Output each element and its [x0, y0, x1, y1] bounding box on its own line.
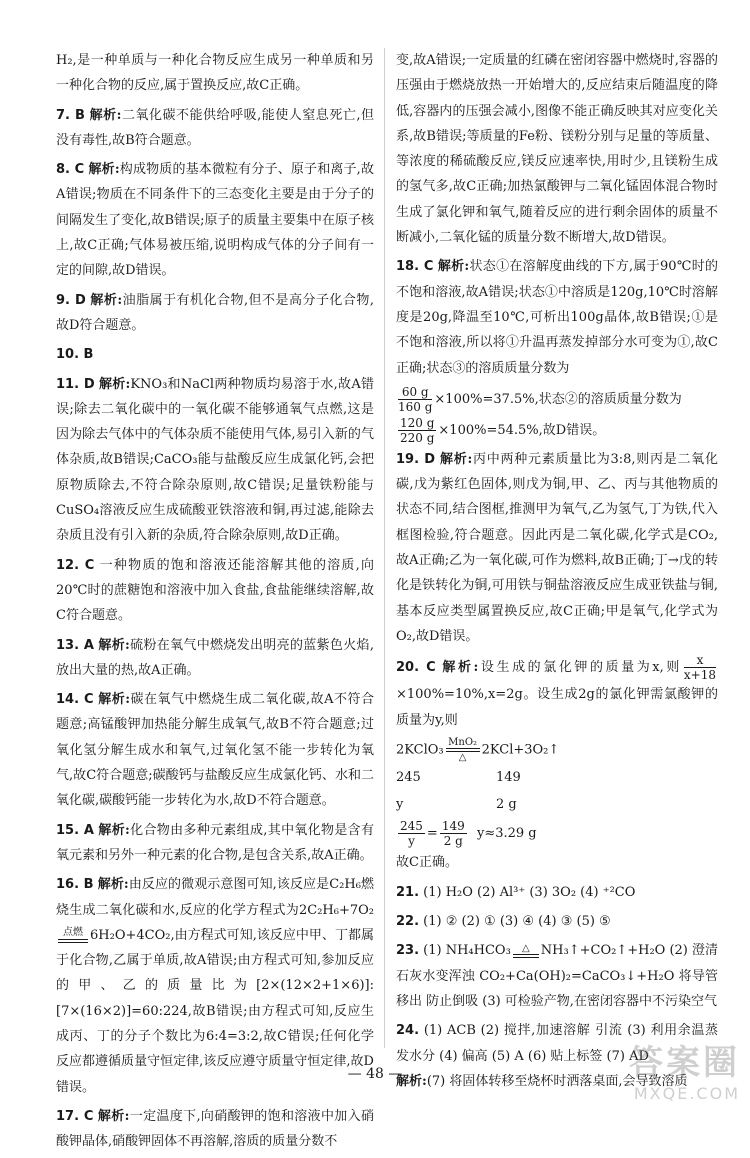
chemical-equation	[396, 737, 718, 763]
question-number: 22.	[396, 914, 420, 930]
paragraph: 变,故A错误;一定质量的红磷在密闭容器中燃烧时,容器的压强由于燃烧放热一开始增大的,反应结束后随温度的降低,容器内的压强会减小,图像不能正确反映其对应变化关系,故B错误;等质量的Fe粉、镁粉分别与足量的等质量、等浓度的稀硫酸反应,镁反应速率快,用时少,且镁粉生成的氢气多,故C正确;加热氯酸钾与二氧化锰固体混合物时生成了氯化钾和氧气,随着反应的进行剩余固体的质量不断减小,二氧化锰的质量分数不断增大,故D错误。	[396, 53, 718, 246]
mass-row	[396, 765, 718, 790]
answer-text: 二氧化碳不能供给呼吸,能使人窒息死亡,但没有毒性,故B符合题意。	[56, 107, 375, 148]
analysis-label: 解析:	[97, 1108, 130, 1124]
analysis-label: 解析:	[98, 637, 130, 653]
reaction-condition	[58, 927, 88, 943]
analysis-label: 解析:	[89, 107, 122, 123]
fraction	[398, 819, 425, 848]
question-number: 20. C	[396, 660, 436, 676]
answer-text: (1) NH₄HCO₃	[423, 943, 511, 959]
equation-rhs: 2KCl+3O₂↑	[481, 742, 560, 758]
analysis-label: 解析:	[437, 259, 470, 275]
mass-value: y	[396, 797, 404, 813]
watermark-url: MXQE.COM	[633, 1084, 740, 1103]
answer-text: KNO₃和NaCl两种物质均易溶于水,故A错误;除去二氧化碳中的一氧化碳不能够通氧气点燃,这是因为除去气体中的气体杂质不能使用气体,易引入新的气体杂质,故B错误;CaCO₃能与盐酸反应生成氯化钙,会把原物质除去,不符合除杂原则,故C错误;足量铁粉能与CuSO₄溶液反应生成硫酸亚铁溶液和铜,再过滤,能除去杂质且没有引入新的杂质,符合除杂原则,故D正确。	[56, 376, 374, 544]
question-number: 14. C	[56, 692, 94, 708]
answer-text: 硫粉在氧气中燃烧发出明亮的蓝紫色火焰,放出大量的热,故A正确。	[56, 637, 374, 678]
question-number: 19. D	[396, 451, 436, 467]
analysis-label: 解析:	[98, 822, 130, 838]
numerator: x	[684, 653, 716, 668]
answer-20	[396, 653, 718, 733]
denominator: 160 g	[398, 399, 433, 414]
answer-text: 状态①在溶解度曲线的下方,属于90℃时的不饱和溶液,故A错误;状态①中溶质是120g,10℃时溶解度是20g,降温至10℃,可析出100g晶体,故B错误;①是不饱和溶液,所以将①升温再蒸发掉部分水可变为①,故C正确;状态③的溶质质量分数为	[396, 259, 718, 376]
answer-text: 由反应的微观示意图可知,该反应是C₂H₆燃烧生成二氧化碳和水,反应的化学方程式为2C₂H₆+	[56, 877, 374, 918]
heat-symbol: △	[521, 943, 530, 955]
fraction	[398, 385, 432, 414]
fraction-line	[396, 385, 718, 414]
denominator: 220 g	[400, 430, 435, 445]
heat-symbol: △	[458, 751, 467, 763]
answer-text: 一种物质的饱和溶液还能溶解其他的溶质,向20℃时的蔗糖饱和溶液中加入食盐,食盐能继续溶解,故C符合题意。	[56, 557, 374, 624]
answer-text: 油脂属于有机化合物,但不是高分子化合物,故D符合题意。	[56, 292, 374, 333]
answer-12	[56, 553, 374, 629]
answer-text: 设生成的氯化钾的质量为x,则	[478, 660, 682, 676]
mass-value: 149	[496, 769, 521, 785]
page-number: — 48 —	[347, 1066, 403, 1082]
reaction-condition	[446, 737, 480, 763]
equation-lhs: 2KClO₃	[396, 742, 444, 758]
question-number: 23.	[396, 943, 420, 959]
numerator: 120 g	[400, 415, 435, 430]
numerator: 149	[441, 819, 465, 834]
answer-text: ×100%=37.5%,状态②的溶质质量分数为	[434, 391, 682, 407]
left-column	[56, 48, 374, 1158]
analysis-label: 解析:	[88, 162, 120, 178]
answer-text: 碳在氧气中燃烧生成二氧化碳,故A不符合题意;高锰酸钾加热能分解生成氧气,故B不符合题意;过氧化氢分解生成水和氧气,过氧化氢不能一步转化为氧气,故C符合题意;碳酸钙与盐酸反应生成氯化钙、水和二氧化碳,碳酸钙能一步转化为水,故D不符合题意。	[56, 692, 374, 809]
column-divider	[384, 48, 385, 1048]
answer-text: ×100%=54.5%,故D错误。	[438, 422, 606, 438]
question-number: 13. A	[56, 637, 94, 653]
fraction	[684, 653, 716, 682]
reaction-condition	[513, 943, 539, 958]
fraction	[440, 819, 467, 848]
condition-label: 点燃	[63, 927, 83, 939]
denominator: 2 g	[443, 834, 463, 849]
answer-text: 化合物由多种元素组成,其中氧化物是含有氧元素和另外一种元素的化合物,是包含关系,故A正确。	[56, 822, 374, 863]
answer-14	[56, 687, 374, 813]
question-number: 10. B	[56, 347, 94, 363]
answer-text: (1) ② (2) ① (3) ④ (4) ③ (5) ⑤	[423, 914, 611, 930]
answer-text: NH₃↑+CO₂↑+H₂O (2) 澄清石灰水变浑浊 CO₂+Ca(OH)₂=CaCO₃↓+H₂O 将导管移出 防止倒吸 (3) 可检验产物,在密闭容器中不污染空气	[396, 943, 718, 1009]
mass-row	[396, 792, 718, 817]
answer-text: ×100%=10%,x=2g。设生成2g的氯化钾需氯酸钾的质量为y,则	[396, 687, 718, 728]
question-number: 7. B	[56, 107, 85, 123]
answer-15	[56, 818, 374, 869]
answer-text: 一定温度下,向硝酸钾的饱和溶液中加入硝酸钾晶体,硝酸钾固体不再溶解,溶质的质量分数不	[56, 1108, 374, 1150]
denominator: y	[408, 834, 415, 849]
analysis-label: 解析:	[98, 692, 131, 708]
conclusion: 故C正确。	[396, 855, 458, 871]
answer-10	[56, 342, 374, 367]
numerator: 60 g	[398, 385, 432, 400]
answer-11	[56, 372, 374, 549]
paragraph: H₂,是一种单质与一种化合物反应生成另一种单质和另一种化合物的反应,属于置换反应,故C正确。	[56, 53, 374, 94]
analysis-label: 解析:	[396, 1073, 427, 1089]
answer-17	[56, 1104, 374, 1155]
answer-text: 构成物质的基本微粒有分子、原子和离子,故A错误;物质在不同条件下的三态变化主要是由于分子的间隔发生了变化,故B错误;原子的质量主要集中在原子核上,故C正确;气体易被压缩,说明构成气体的分子间有一定的间隙,故D错误。	[56, 162, 374, 279]
question-number: 8. C	[56, 162, 85, 178]
question-number: 16. B	[56, 877, 94, 893]
answer-22	[396, 909, 718, 934]
answer-23	[396, 938, 718, 1014]
answer-text: (7) 将固体转移至烧杯时洒落桌面,会导致溶质	[426, 1073, 688, 1089]
fraction	[398, 416, 436, 445]
answer-19	[396, 447, 718, 649]
equal-bar	[58, 939, 88, 943]
question-number: 24.	[396, 1023, 420, 1039]
question-number: 11. D	[56, 376, 95, 392]
equation-lhs: 7O₂	[349, 902, 374, 918]
question-number: 21.	[396, 884, 420, 900]
watermark-logo: 答案圈	[629, 1043, 740, 1083]
answer-text: 6H₂O+4CO₂,由方程式可知,该反应中甲、丁都属于化合物,乙属于单质,故A错误;由方程式可知,参加反应的甲、乙的质量比为[2×(12×2+1×6)]:[7×(16×2)]=60:224,故B错误;由方程式可知,反应生成丙、丁的分子个数比为6:4=3:2,故C错误;任何化学反应都遵循质量守恒定律,该反应遵守质量守恒定律,故D错误。	[56, 927, 374, 1095]
catalyst-label: MnO₂	[448, 736, 478, 748]
watermark	[629, 1035, 740, 1103]
ratio-line: $\frac{245}{y}$ = $\frac{149}{2 g}$ y≈3.29 g	[400, 819, 537, 849]
answer-7	[56, 103, 374, 154]
answer-13	[56, 633, 374, 684]
question-number: 12. C	[56, 557, 95, 573]
mass-value: 245	[396, 769, 421, 785]
fraction-line	[396, 416, 718, 445]
answer-21	[396, 880, 718, 905]
question-number: 17. C	[56, 1108, 94, 1124]
answer-text: 丙中两种元素质量比为3:8,则丙是二氧化碳,戊为紫红色固体,则戊为铜,甲、乙、丙与其他物质的状态不同,结合图框,推测甲为氧气,乙为氢气,丁为铁,代入框图检验,符合题意。因此丙是二氧化碳,化学式是CO₂,故A正确;乙为一氧化碳,可作为燃料,故B正确;丁→戊的转化是铁转化为铜,可用铁与铜盐溶液反应生成亚铁盐与铜,基本反应类型属置换反应,故C正确;甲是氧气,化学式为O₂,故D错误。	[396, 451, 718, 644]
question-number: 15. A	[56, 822, 94, 838]
analysis-label: 解析:	[97, 877, 129, 893]
equal-bar	[513, 954, 539, 958]
analysis-label: 解析:	[99, 376, 131, 392]
answer-text: (1) H₂O (2) Al³⁺ (3) 3O₂ (4) ⁺²CO	[423, 884, 636, 900]
right-column	[396, 48, 718, 1098]
analysis-label: 解析:	[442, 660, 479, 676]
answer-8	[56, 157, 374, 283]
question-number: 18. C	[396, 259, 434, 275]
denominator: x+18	[683, 668, 716, 683]
analysis-label: 解析:	[90, 292, 123, 308]
answer-9	[56, 288, 374, 339]
question-number: 9. D	[56, 292, 86, 308]
answer-text: (1) ACB (2) 搅拌,加速溶解 引流 (3) 利用余温蒸发水分 (4) 偏高 (5) A (6) 贴上标签 (7) AD	[396, 1023, 718, 1064]
result: y≈3.29 g	[476, 826, 537, 842]
analysis-label: 解析:	[439, 451, 473, 467]
answer-18	[396, 254, 718, 380]
mass-value: 2 g	[496, 797, 517, 813]
numerator: 245	[400, 819, 423, 834]
